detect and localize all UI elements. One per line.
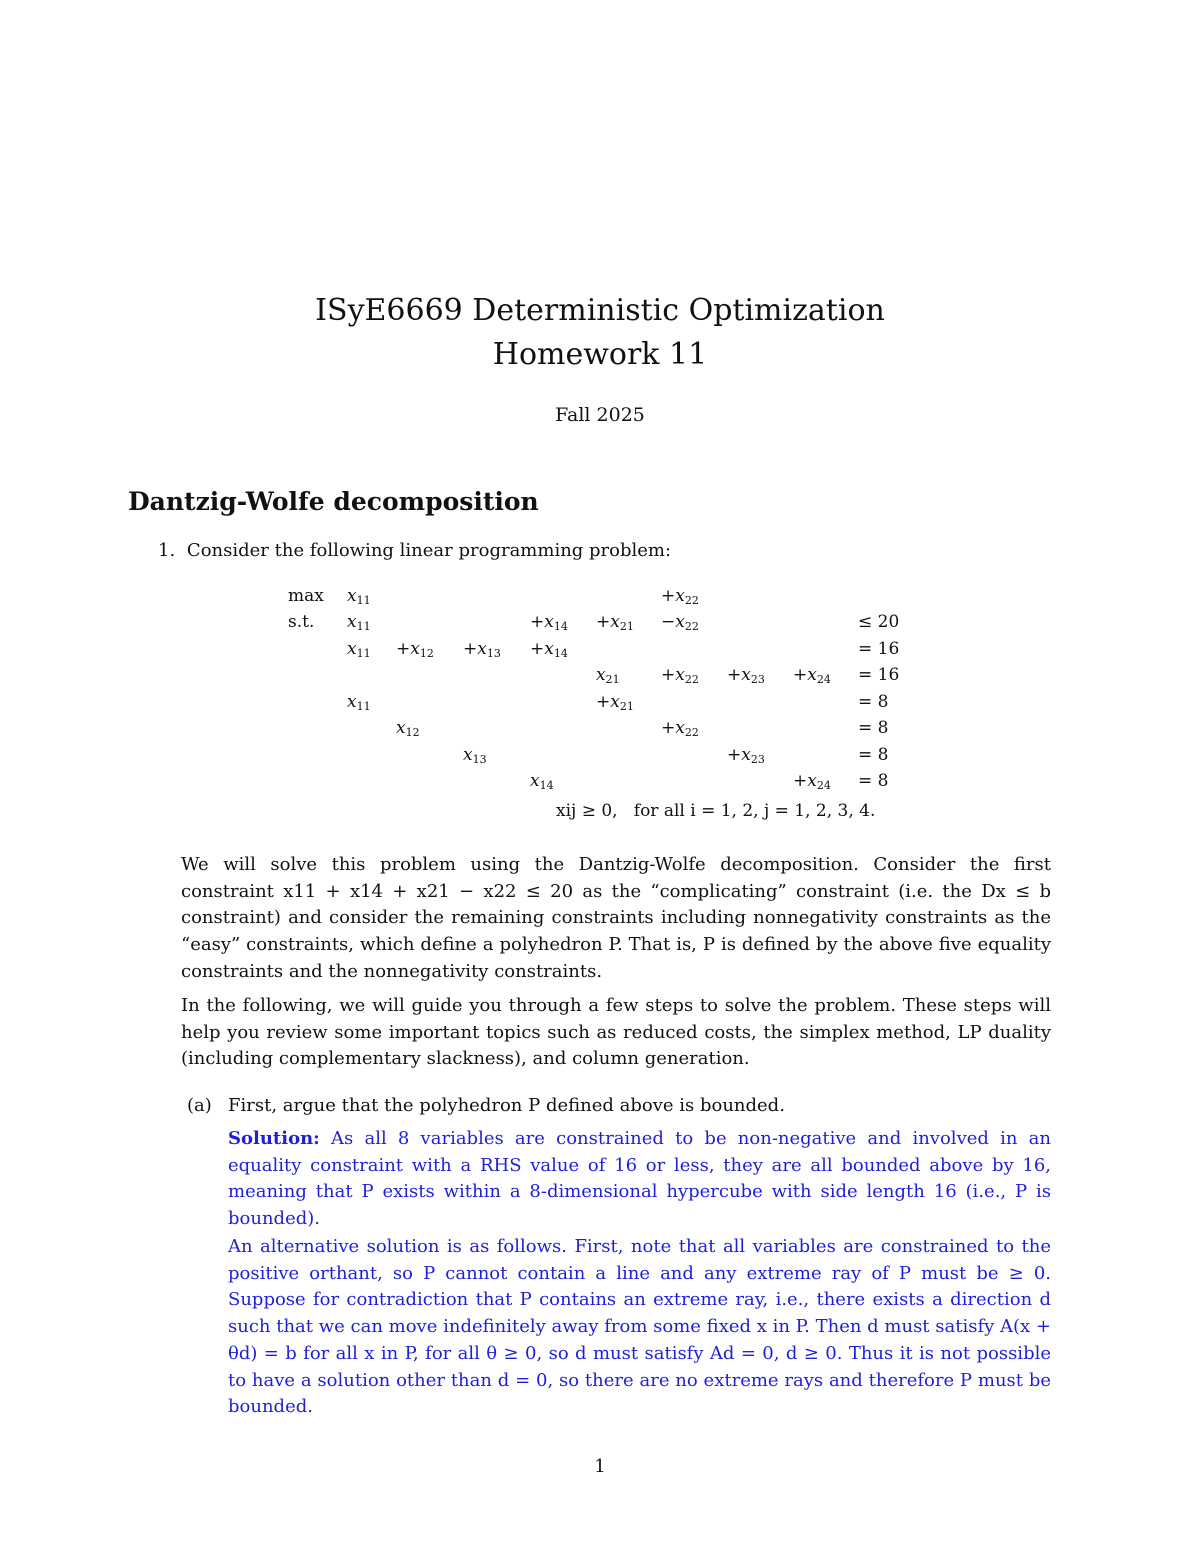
lp-term: $+x_{23}$ xyxy=(727,745,765,766)
problem-intro xyxy=(158,540,671,561)
lp-rhs: = 8 xyxy=(858,745,889,765)
lp-nonnegativity: xij ≥ 0, for all i = 1, 2, j = 1, 2, 3, 4. xyxy=(556,801,876,821)
lp-rhs: = 16 xyxy=(858,639,900,659)
lp-term: $+x_{14}$ xyxy=(530,639,568,660)
lp-term: $x_{12}$ xyxy=(396,718,420,739)
lp-row-label: max xyxy=(288,586,324,606)
solution-paragraph-1 xyxy=(228,1126,1051,1233)
lp-rhs: = 8 xyxy=(858,692,889,712)
solution-label: Solution: xyxy=(228,1128,320,1149)
page-number: 1 xyxy=(594,1456,606,1477)
lp-term: $x_{14}$ xyxy=(530,771,554,792)
lp-term: $+x_{24}$ xyxy=(793,665,831,686)
lp-term: $+x_{22}$ xyxy=(661,586,699,607)
lp-rhs: = 8 xyxy=(858,771,889,791)
document-subtitle: Homework 11 xyxy=(492,337,708,372)
paragraph-decomposition: We will solve this problem using the Dantzig-Wolfe decomposition. Consider the first constraint x11 + x14 + x21 − x22 ≤ 20 as the “complicating” constraint (i.e. the Dx ≤ b constraint) and consider the remaining constraints including nonnegativity constraints as the “easy” constraints, which define a polyhedron P. That is, P is defined by the above five equality constraints and the nonnegativity constraints. xyxy=(181,854,1051,982)
lp-term: $x_{11}$ xyxy=(347,639,371,660)
lp-rhs: ≤ 20 xyxy=(858,612,900,632)
solution-paragraph-2: An alternative solution is as follows. First, note that all variables are constrained to the positive orthant, so P cannot contain a line and any extreme ray of P must be ≥ 0. Suppose for contradiction that P contains an extreme ray, i.e., there exists a direction d such that we can move indefinitely away from some fixed x in P. Then d must satisfy A(x + θd) = b for all x in P, for all θ ≥ 0, so d must satisfy Ad = 0, d ≥ 0. Thus it is not possible to have a solution other than d = 0, so there are no extreme rays and therefore P must be bounded. xyxy=(228,1236,1051,1418)
lp-term: $x_{21}$ xyxy=(596,665,620,686)
lp-term: $x_{11}$ xyxy=(347,586,371,607)
lp-term: $+x_{12}$ xyxy=(396,639,434,660)
lp-term: $+x_{24}$ xyxy=(793,771,831,792)
lp-term: $-x_{22}$ xyxy=(661,612,699,633)
paragraph-guide: In the following, we will guide you through a few steps to solve the problem. These steps will help you review some important topics such as reduced costs, the simplex method, LP duality (including complementary slackness), and column generation. xyxy=(181,995,1051,1070)
lp-rhs: = 8 xyxy=(858,718,889,738)
lp-term: $+x_{22}$ xyxy=(661,718,699,739)
lp-term: $x_{11}$ xyxy=(347,612,371,633)
section-heading: Dantzig-Wolfe decomposition xyxy=(128,487,539,516)
lp-term: $+x_{21}$ xyxy=(596,612,634,633)
part-a-label: (a) xyxy=(187,1095,212,1116)
lp-term: $+x_{21}$ xyxy=(596,692,634,713)
lp-term: $+x_{23}$ xyxy=(727,665,765,686)
lp-term: $x_{13}$ xyxy=(463,745,487,766)
document-title: ISyE6669 Deterministic Optimization xyxy=(315,293,885,328)
part-a-question: First, argue that the polyhedron P defined above is bounded. xyxy=(228,1095,785,1116)
lp-term: $x_{11}$ xyxy=(347,692,371,713)
problem-intro-text: Consider the following linear programming problem: xyxy=(186,540,672,561)
lp-rhs: = 16 xyxy=(858,665,900,685)
lp-term: $+x_{14}$ xyxy=(530,612,568,633)
lp-term: $+x_{13}$ xyxy=(463,639,501,660)
term-label: Fall 2025 xyxy=(555,404,645,426)
solution-text-1: As all 8 variables are constrained to be non-negative and involved in an equality constraint with a RHS value of 16 or less, they are all bounded above by 16, meaning that P exists within a 8-dimensional hypercube with side length 16 (i.e., P is bounded). xyxy=(228,1128,1051,1230)
lp-row-label: s.t. xyxy=(288,612,315,632)
lp-term: $+x_{22}$ xyxy=(661,665,699,686)
problem-number: 1. xyxy=(158,540,176,561)
